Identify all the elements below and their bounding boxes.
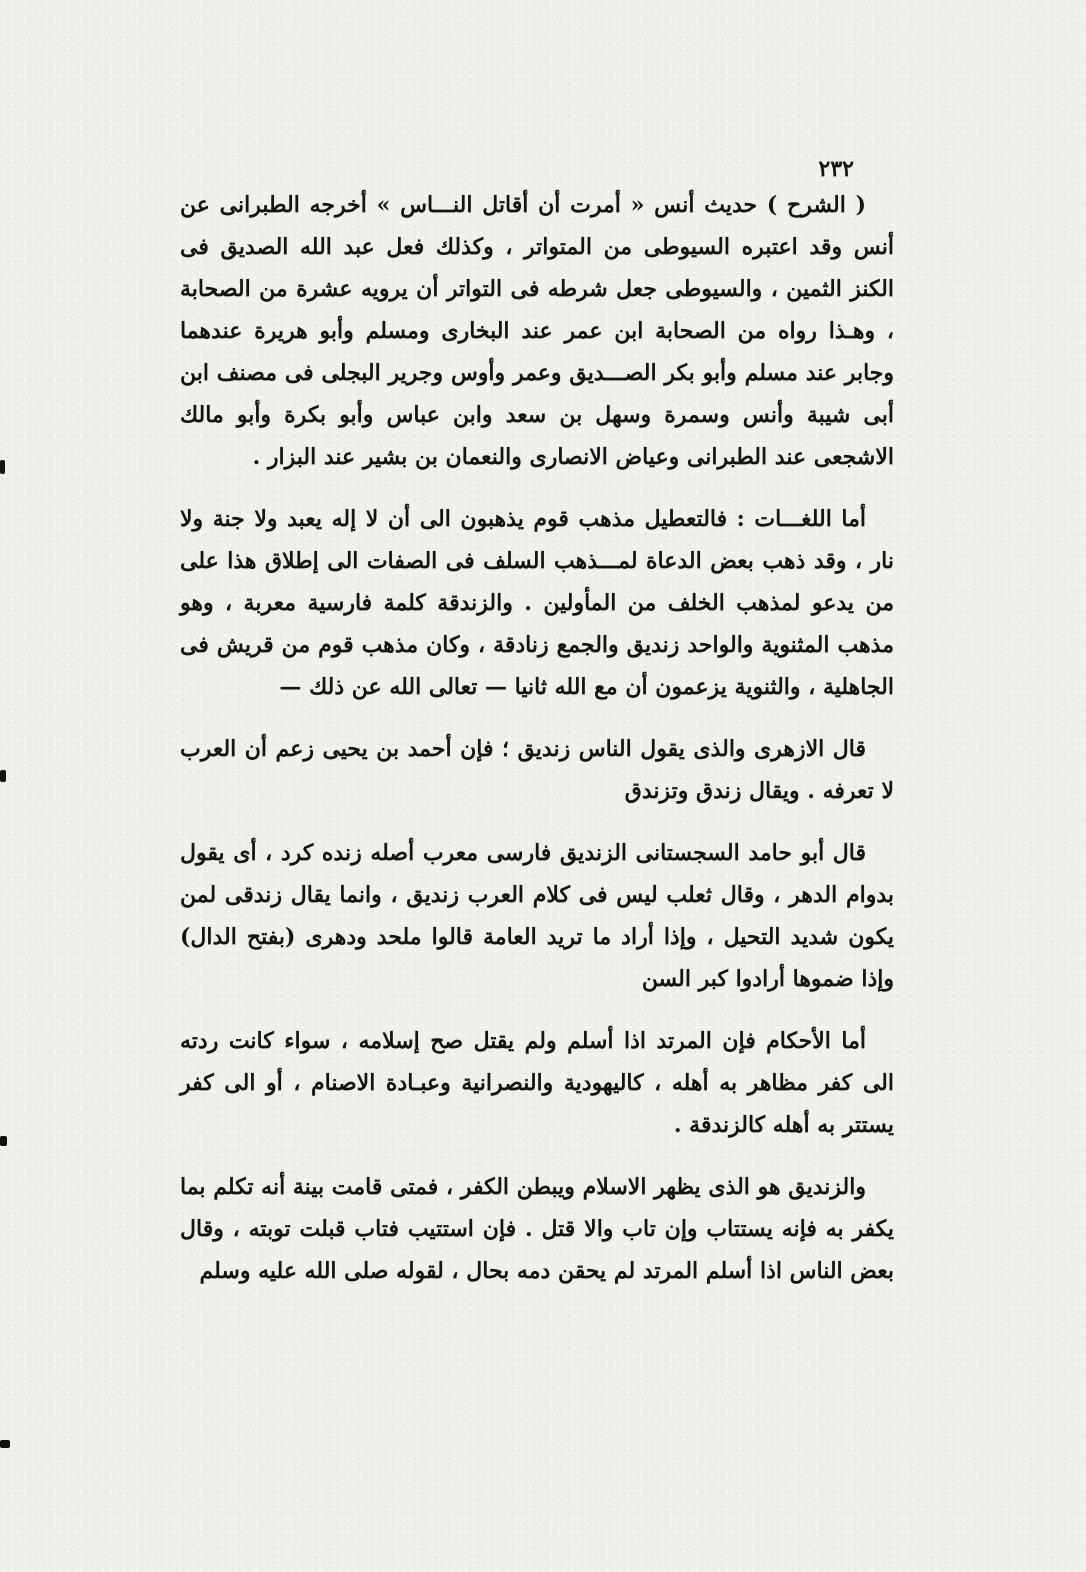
body-text <box>180 184 894 1312</box>
paragraph-rulings: أما الأحكام فإن المرتد اذا أسلم ولم يقتل صح إسلامه ، سواء كانت ردته الى كفر مظاهر به أهله ، كاليهودية والنصرانية وعبـادة الاصنام ، أو الى كفر يستتر به أهله كالزندقة . <box>180 1028 894 1138</box>
paragraph-linguistics: أما اللغـــات : فالتعطيل مذهب قوم يذهبون الى أن لا إله يعبد ولا جنة ولا نار ، وقد ذهب بعض الدعاة لمـــذهب السلف فى الصفات الى إطلاق هذا على من يدعو لمذهب الخلف من المأولين . والزندقة كلمة فارسية معربة ، وهو مذهب المثنوية والواحد زنديق والجمع زنادقة ، وكان مذهب قوم من قريش فى الجاهلية ، والثنوية يزعمون أن مع الله ثانيا — تعالى الله عن ذلك — <box>180 506 894 700</box>
paragraph-commentary: ( الشرح ) حديث أنس « أمرت أن أقاتل النـــاس » أخرجه الطبرانى عن أنس وقد اعتبره السيوطى من المتواتر ، وكذلك فعل عبد الله الصديق فى الكنز الثمين ، والسيوطى جعل شرطه فى التواتر أن يرويه عشرة من الصحابة ، وهـذا رواه من الصحابة ابن عمر عند البخارى ومسلم وأبو هريرة عندهما وجابر عند مسلم وأبو بكر الصـــديق وعمر وأوس وجرير البجلى فى مصنف ابن أبى شيبة وأنس وسمرة وسهل بن سعد وابن عباس وأبو بكرة وأبو مالك الاشجعى عند الطبرانى وعياض الانصارى والنعمان بن بشير عند البزار . <box>180 192 894 470</box>
scan-mark <box>0 770 6 782</box>
page-number: ٢٣٢ <box>818 156 854 182</box>
scan-mark <box>0 460 5 474</box>
scan-mark <box>0 1440 10 1448</box>
paragraph-sijistani: قال أبو حامد السجستانى الزنديق فارسى معرب أصله زنده كرد ، أى يقول بدوام الدهر ، وقال ثعلب ليس فى كلام العرب زنديق ، وانما يقال زندقى لمن يكون شديد التحيل ، وإذا أراد ما تريد العامة قالوا ملحد ودهرى (بفتح الدال) وإذا ضموها أرادوا كبر السن <box>180 840 894 992</box>
scan-mark <box>0 1136 7 1146</box>
paragraph-azhari: قال الازهرى والذى يقول الناس زنديق ؛ فإن أحمد بن يحيى زعم أن العرب لا تعرفه . ويقال زندق وتزندق <box>180 736 894 804</box>
paragraph-zindiq: والزنديق هو الذى يظهر الاسلام ويبطن الكفر ، فمتى قامت بينة أنه تكلم بما يكفر به فإنه يستتاب وإن تاب والا قتل . فإن استتيب فتاب قبلت توبته ، وقال بعض الناس اذا أسلم المرتد لم يحقن دمه بحال ، لقوله صلى الله عليه وسلم <box>180 1174 894 1284</box>
